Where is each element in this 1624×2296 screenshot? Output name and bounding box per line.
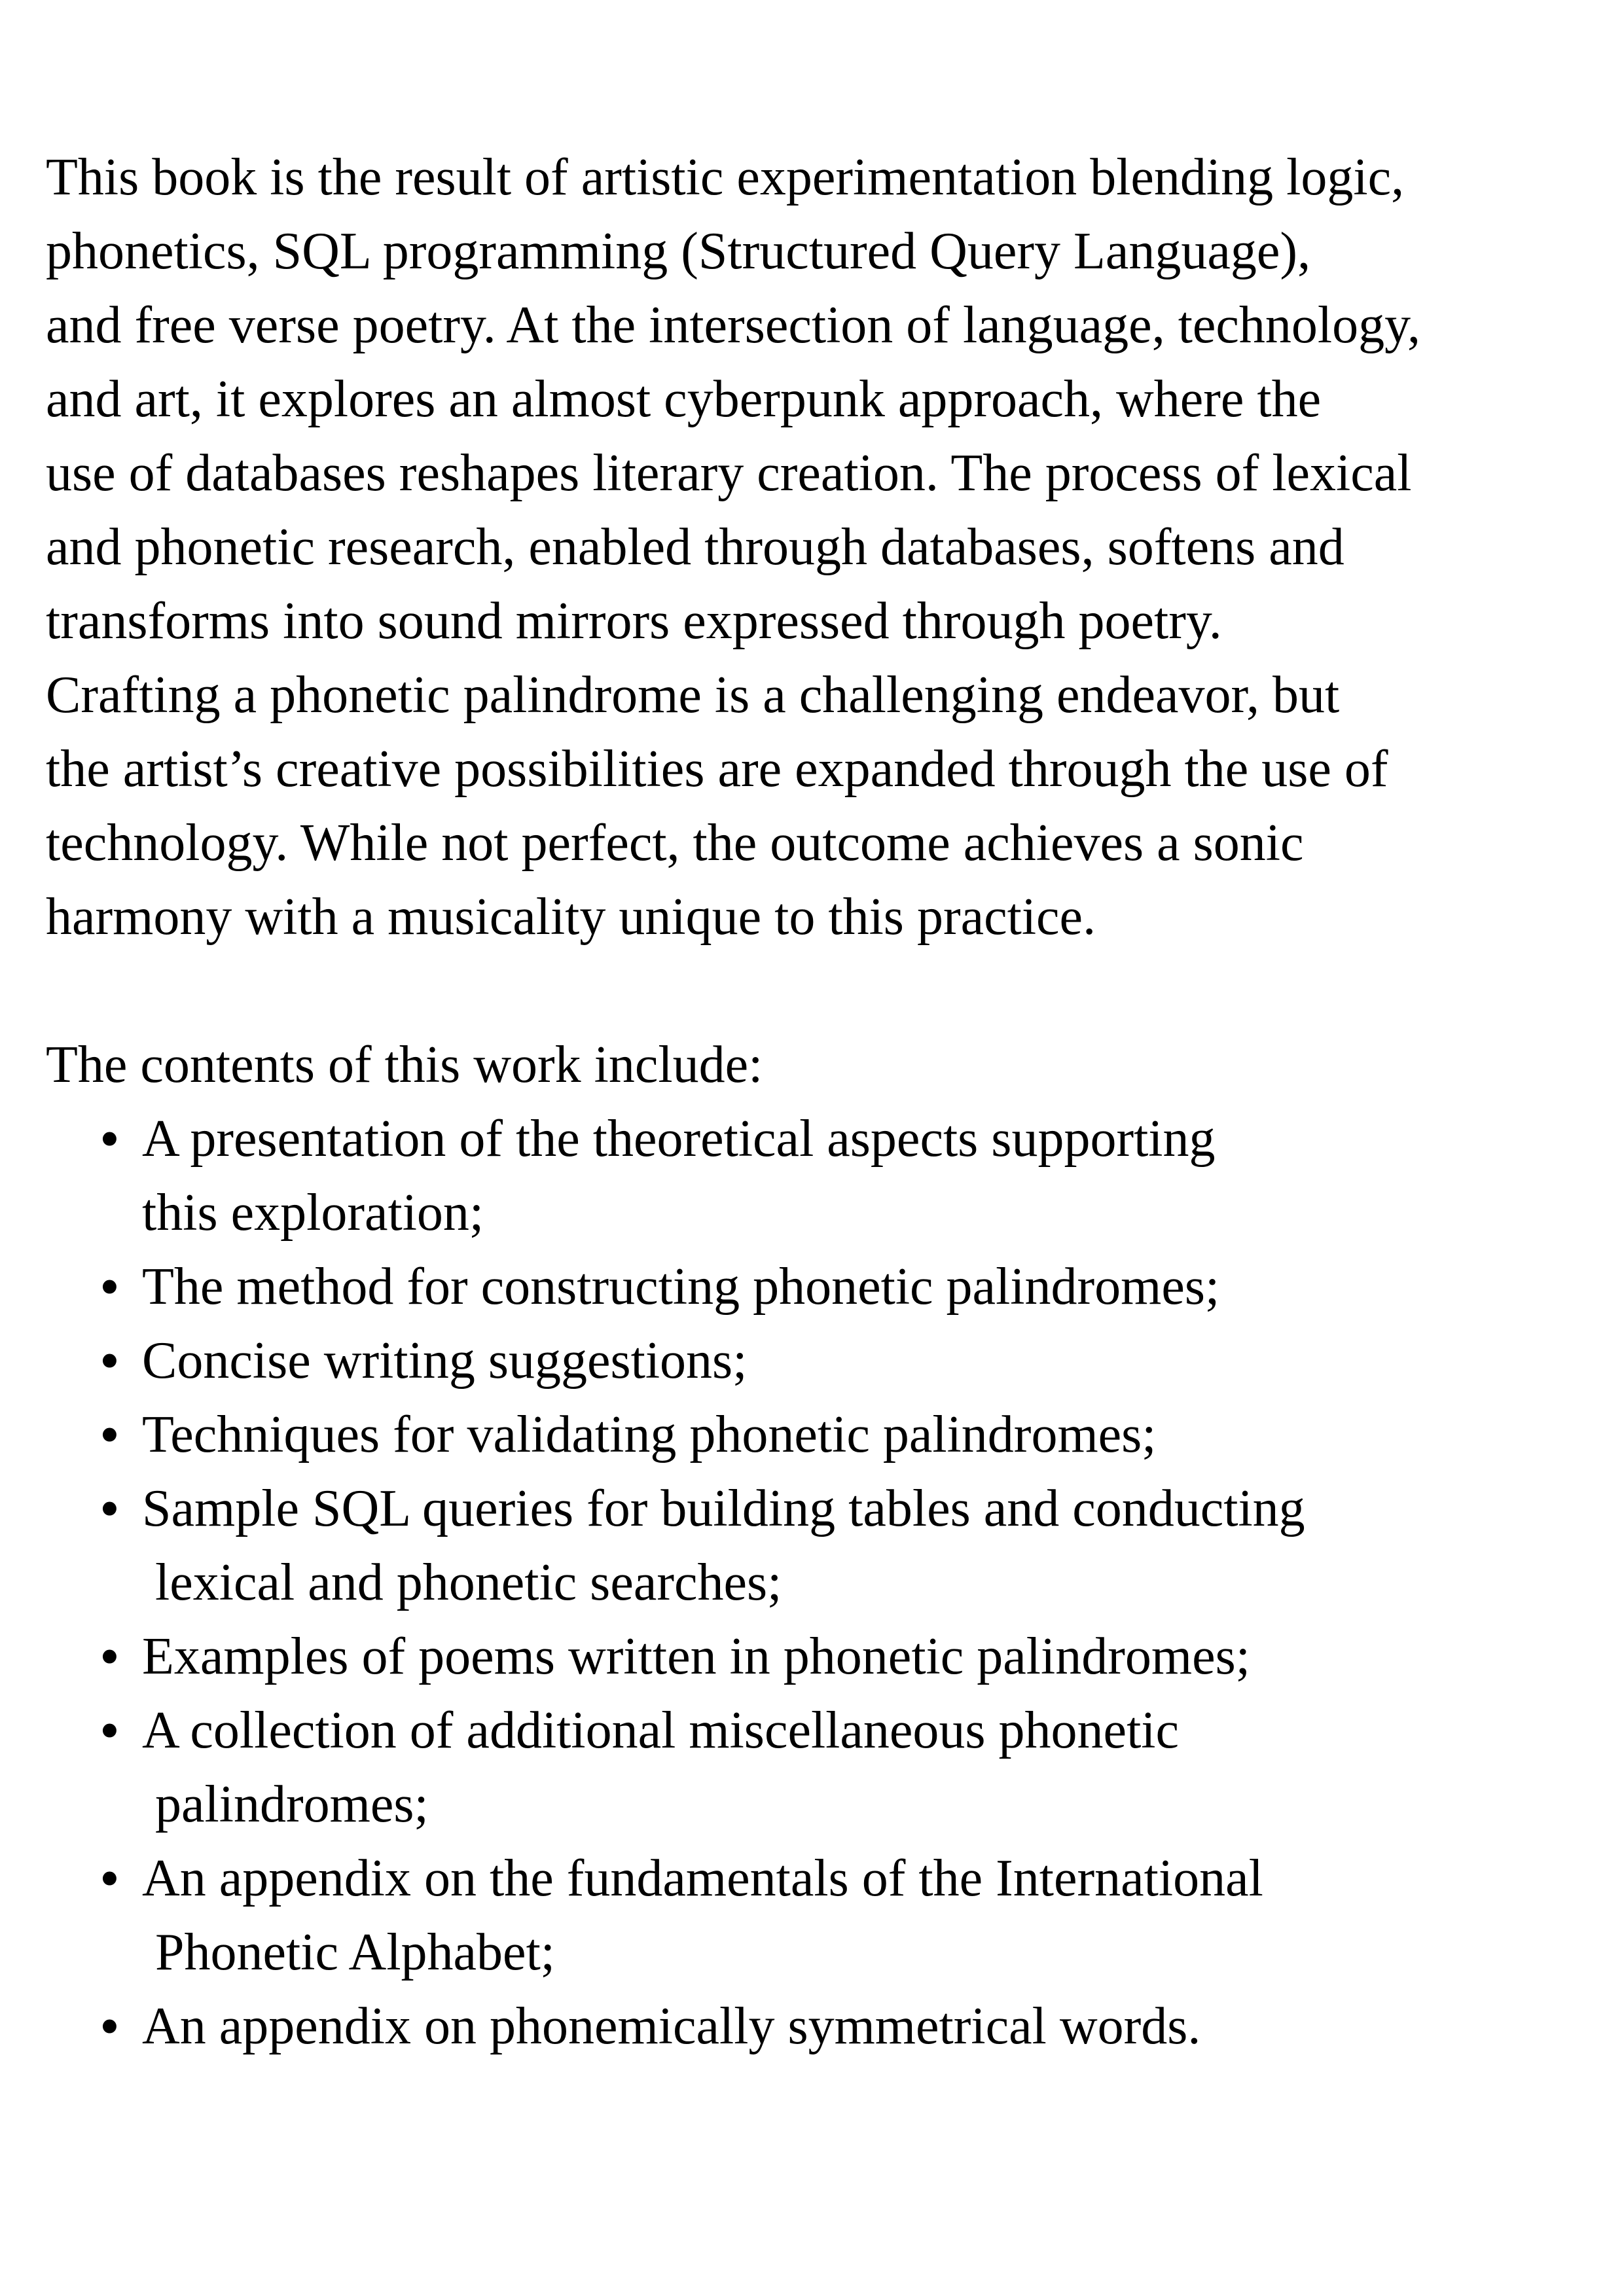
paragraph-gap xyxy=(46,954,1585,1028)
list-item xyxy=(46,1472,1585,1620)
paragraph-line: transforms into sound mirrors expressed through poetry. xyxy=(46,592,1222,650)
paragraph-line: This book is the result of artistic experimentation blending logic, xyxy=(46,149,1405,206)
bullet-line xyxy=(46,1768,1585,1842)
bullet-line-text: Techniques for validating phonetic palindromes; xyxy=(142,1406,1157,1463)
list-item xyxy=(46,1694,1585,1842)
bullet-line-text: An appendix on phonemically symmetrical words. xyxy=(142,1998,1201,2055)
paragraph-line: and free verse poetry. At the intersection of language, technology, xyxy=(46,296,1420,354)
bullet-line xyxy=(46,1620,1585,1694)
bullet-line xyxy=(46,1102,1585,1176)
paragraph-line: Crafting a phonetic palindrome is a challenging endeavor, but xyxy=(46,666,1340,724)
paragraph-line: and phonetic research, enabled through databases, softens and xyxy=(46,518,1344,576)
bullet-line xyxy=(46,1398,1585,1472)
bullet-line xyxy=(46,1324,1585,1398)
bullet-icon: • xyxy=(99,1107,120,1171)
bullet-icon: • xyxy=(99,1329,120,1393)
contents-list xyxy=(46,1102,1585,2064)
bullet-line-text: lexical and phonetic searches; xyxy=(142,1554,782,1611)
bullet-line-text: palindromes; xyxy=(142,1776,429,1833)
bullet-icon: • xyxy=(99,1255,120,1319)
list-item xyxy=(46,1324,1585,1398)
paragraph-line: phonetics, SQL programming (Structured Query Language), xyxy=(46,223,1311,280)
list-item xyxy=(46,1990,1585,2064)
paragraph-line: and art, it explores an almost cyberpunk approach, where the xyxy=(46,370,1322,428)
bullet-line-text: A collection of additional miscellaneous phonetic xyxy=(142,1702,1180,1759)
bullet-line xyxy=(46,1916,1585,1990)
bullet-line xyxy=(46,1546,1585,1620)
bullet-line xyxy=(46,1176,1585,1250)
list-item xyxy=(46,1102,1585,1250)
bullet-line xyxy=(46,1694,1585,1768)
bullet-line xyxy=(46,1472,1585,1546)
paragraph-line: the artist’s creative possibilities are expanded through the use of xyxy=(46,740,1388,798)
bullet-line-text: An appendix on the fundamentals of the International xyxy=(142,1850,1263,1907)
list-item xyxy=(46,1250,1585,1324)
paragraph-line: use of databases reshapes literary creation. The process of lexical xyxy=(46,444,1412,502)
bullet-line-text: A presentation of the theoretical aspects supporting xyxy=(142,1110,1216,1168)
bullet-icon: • xyxy=(99,1699,120,1763)
paragraph-line: technology. While not perfect, the outcome achieves a sonic xyxy=(46,814,1304,872)
bullet-icon: • xyxy=(99,1847,120,1910)
bullet-line xyxy=(46,1842,1585,1916)
bullet-icon: • xyxy=(99,1625,120,1689)
bullet-line xyxy=(46,1250,1585,1324)
bullet-line-text: Concise writing suggestions; xyxy=(142,1332,748,1390)
bullet-line-text: Examples of poems written in phonetic palindromes; xyxy=(142,1628,1250,1685)
intro-paragraph xyxy=(46,141,1585,954)
bullet-line-text: Sample SQL queries for building tables and conducting xyxy=(142,1480,1305,1537)
list-item xyxy=(46,1842,1585,1990)
bullet-icon: • xyxy=(99,1477,120,1541)
list-item xyxy=(46,1620,1585,1694)
bullet-line-text: Phonetic Alphabet; xyxy=(142,1924,556,1981)
bullet-icon: • xyxy=(99,1403,120,1467)
list-item xyxy=(46,1398,1585,1472)
bullet-line-text: this exploration; xyxy=(142,1184,484,1242)
paragraph-line: harmony with a musicality unique to this practice. xyxy=(46,888,1096,946)
bullet-line-text: The method for constructing phonetic palindromes; xyxy=(142,1258,1220,1316)
contents-heading: The contents of this work include: xyxy=(46,1036,763,1094)
bullet-line xyxy=(46,1990,1585,2064)
bullet-icon: • xyxy=(99,1995,120,2058)
